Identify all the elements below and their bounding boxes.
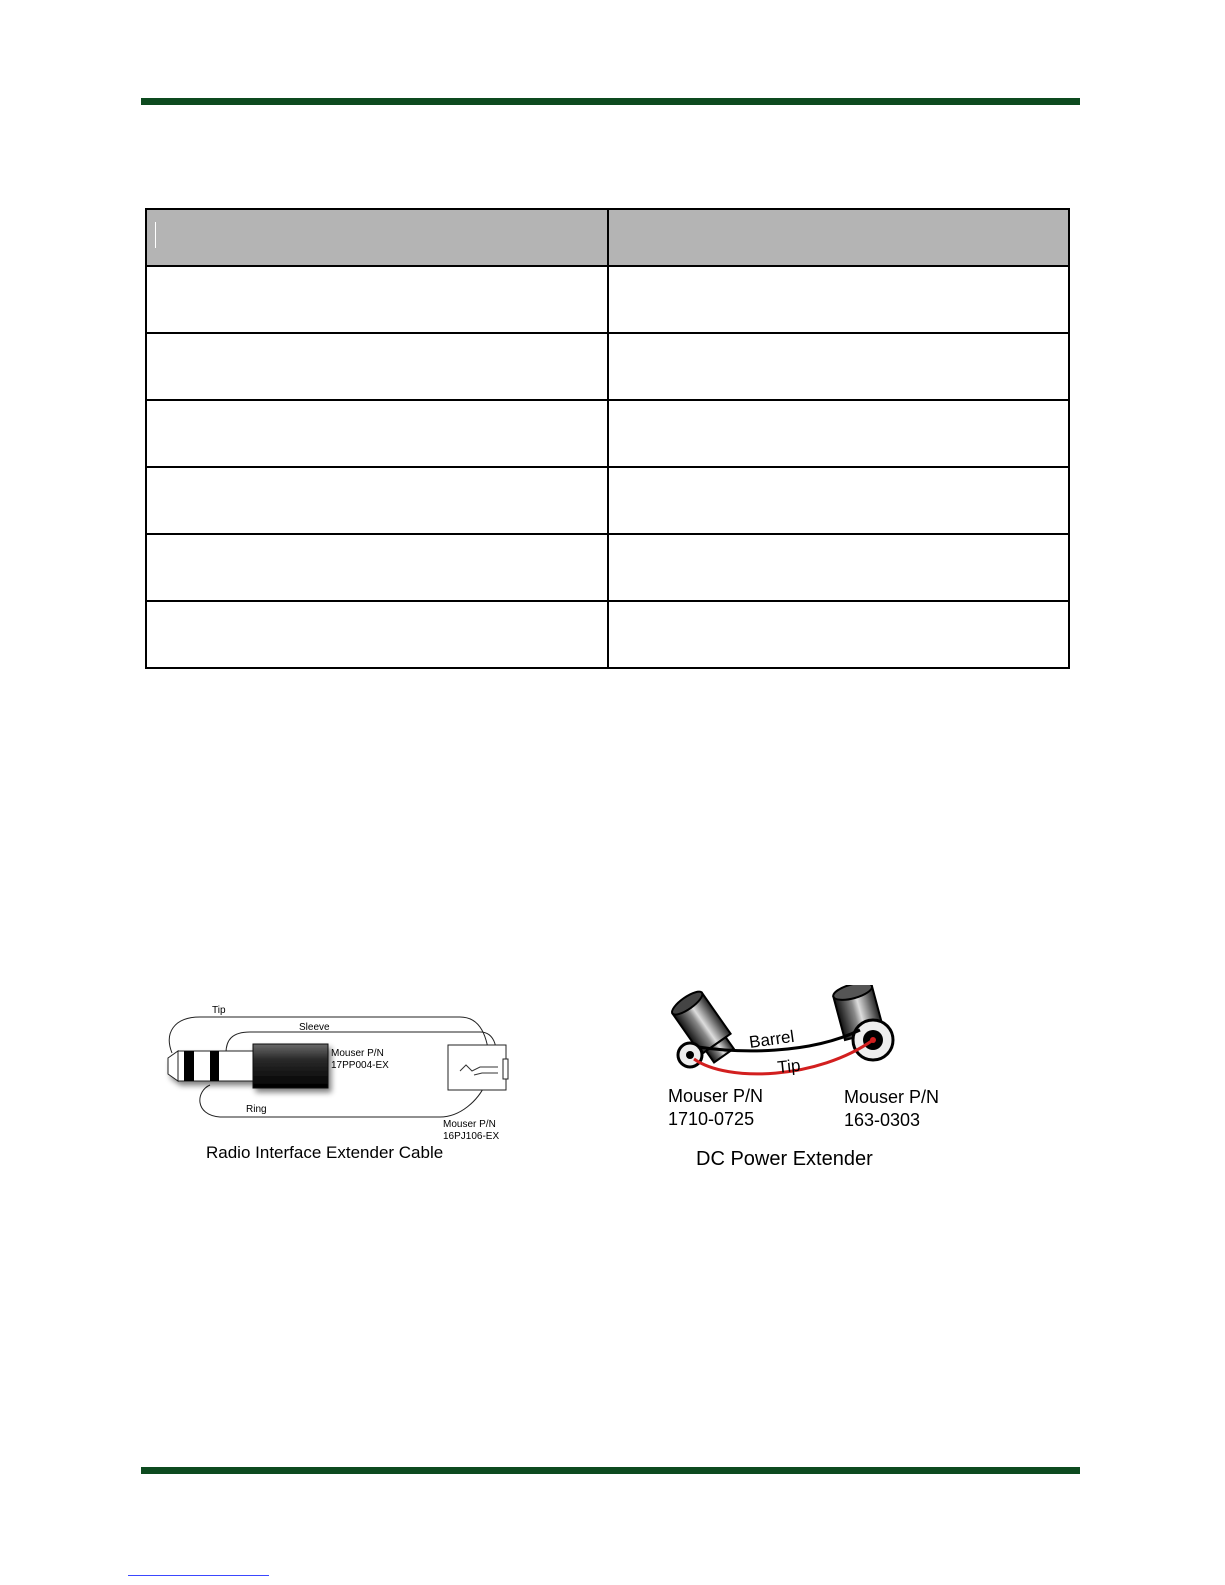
table-cell (608, 400, 1070, 467)
table-cell (146, 601, 608, 668)
table-cell (608, 601, 1070, 668)
table-row (146, 266, 1069, 333)
data-table (145, 208, 1070, 669)
bottom-rule (141, 1467, 1080, 1474)
dc-figure-caption: DC Power Extender (696, 1148, 873, 1170)
top-rule (141, 98, 1080, 105)
table-cell (608, 333, 1070, 400)
left-part-number-line2: 1710-0725 (668, 1109, 755, 1129)
table-row (146, 467, 1069, 534)
table-cell (146, 400, 608, 467)
table-cell (608, 534, 1070, 601)
plug-part-number-line1: Mouser P/N (331, 1048, 384, 1059)
stereo-jack (448, 1045, 508, 1090)
table-row (146, 601, 1069, 668)
radio-figure-caption: Radio Interface Extender Cable (206, 1143, 444, 1162)
jack-part-number-line2: 16PJ106-EX (443, 1131, 500, 1142)
ring-wire (200, 1083, 486, 1117)
plug-part-number-line2: 17PP004-EX (331, 1060, 389, 1071)
radio-extender-figure (160, 1005, 540, 1190)
header-cell-marker (155, 222, 156, 248)
tip-label: Tip (776, 1055, 802, 1077)
sleeve-label: Sleeve (299, 1022, 330, 1033)
table-header-cell (608, 209, 1070, 266)
table-cell (608, 266, 1070, 333)
stereo-plug (168, 1044, 328, 1088)
table-cell (146, 333, 608, 400)
radio-extender-diagram (160, 1005, 540, 1190)
table-row (146, 534, 1069, 601)
table-cell (146, 266, 608, 333)
tip-label: Tip (212, 1005, 226, 1016)
right-part-number-line1: Mouser P/N (844, 1087, 940, 1107)
table-cell (608, 467, 1070, 534)
left-part-number-line1: Mouser P/N (668, 1086, 764, 1106)
jack-part-number-line1: Mouser P/N (443, 1119, 496, 1130)
table-row (146, 400, 1069, 467)
footer-link-underline[interactable] (128, 1575, 269, 1576)
table-header-cell (146, 209, 608, 266)
table-row (146, 333, 1069, 400)
table-cell (146, 534, 608, 601)
dc-extender-figure (668, 985, 988, 1190)
right-part-number-line2: 163-0303 (844, 1110, 921, 1130)
barrel-label: Barrel (747, 1026, 796, 1052)
table-cell (146, 467, 608, 534)
ring-label: Ring (246, 1104, 267, 1115)
table-header-row (146, 209, 1069, 266)
dc-extender-diagram (668, 985, 988, 1190)
